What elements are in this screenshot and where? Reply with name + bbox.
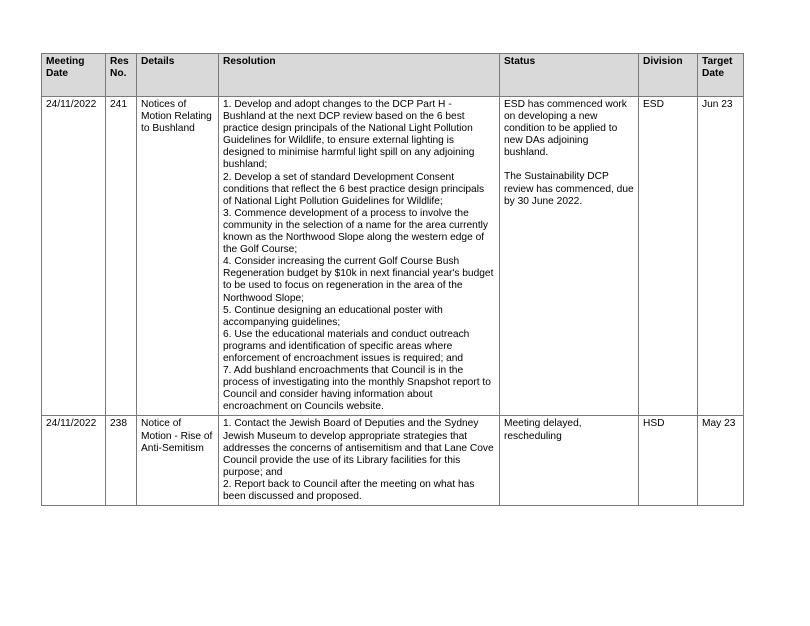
cell-target-date: Jun 23 [698, 97, 744, 416]
cell-details: Notices of Motion Relating to Bushland [137, 97, 219, 416]
status-text: ESD has commenced work on developing a new condition to be applied to new DAs adjoining bushland. [504, 99, 627, 159]
resolution-item: 6. Use the educational materials and conduct outreach programs and identification of specific areas where enforcement of encroachment issues is required; and [223, 328, 470, 364]
resolution-item: 3. Commence development of a process to involve the community in the selection of a name for the area currently known as the Northwood Slope along the western edge of the Golf Course; [223, 207, 489, 256]
cell-target-date: May 23 [698, 416, 744, 506]
status-text: The Sustainability DCP review has commenced, due by 30 June 2022. [504, 171, 634, 207]
header-meeting-date: Meeting Date [42, 54, 106, 97]
header-details: Details [137, 54, 219, 97]
cell-status [500, 416, 639, 506]
cell-res-no: 238 [106, 416, 137, 506]
resolution-item: 4. Consider increasing the current Golf Course Bush Regeneration budget by $10k in next financial year's budget to be used to focus on regeneration in the area of the Northwood Slope; [223, 256, 494, 304]
cell-resolution [219, 97, 500, 416]
resolution-item: 2. Report back to Council after the meeting on what has been discussed and proposed. [223, 478, 475, 502]
cell-division: ESD [639, 97, 698, 416]
table-header-row [42, 54, 744, 97]
cell-res-no: 241 [106, 97, 137, 416]
resolutions-table [41, 53, 744, 506]
cell-division: HSD [639, 416, 698, 506]
header-resolution: Resolution [219, 54, 500, 97]
resolution-item: 7. Add bushland encroachments that Council is in the process of investigating into the monthly Snapshot report to Council and consider having information about encroachment on Councils website. [223, 365, 491, 413]
table-row [42, 416, 744, 506]
cell-details: Notice of Motion - Rise of Anti-Semitism [137, 416, 219, 506]
resolution-item: 2. Develop a set of standard Development Consent conditions that reflect the 6 best practice design principals of National Light Pollution Guidelines for Wildlife; [223, 171, 485, 207]
cell-resolution [219, 416, 500, 506]
header-status: Status [500, 54, 639, 97]
cell-status [500, 97, 639, 416]
header-division: Division [639, 54, 698, 97]
header-target-date: Target Date [698, 54, 744, 97]
cell-meeting-date: 24/11/2022 [42, 97, 106, 416]
table-row [42, 97, 744, 416]
cell-meeting-date: 24/11/2022 [42, 416, 106, 506]
resolution-item: 5. Continue designing an educational poster with accompanying guidelines; [223, 304, 443, 328]
resolution-item: 1. Develop and adopt changes to the DCP Part H - Bushland at the next DCP review based on the 6 best practice design principals of the National Light Pollution Guidelines for Wildlife, to ensure external lighting is designed to minimise harmful light spill on any adjoining bushland; [223, 99, 475, 171]
resolution-item: 1. Contact the Jewish Board of Deputies and the Sydney Jewish Museum to develop appropriate strategies that addresses the concerns of antisemitism and that Lane Cove Council provide the use of its Library facilities for this purpose; and [223, 418, 494, 478]
header-res-no: Res No. [106, 54, 137, 97]
status-text: Meeting delayed, rescheduling [504, 418, 582, 442]
